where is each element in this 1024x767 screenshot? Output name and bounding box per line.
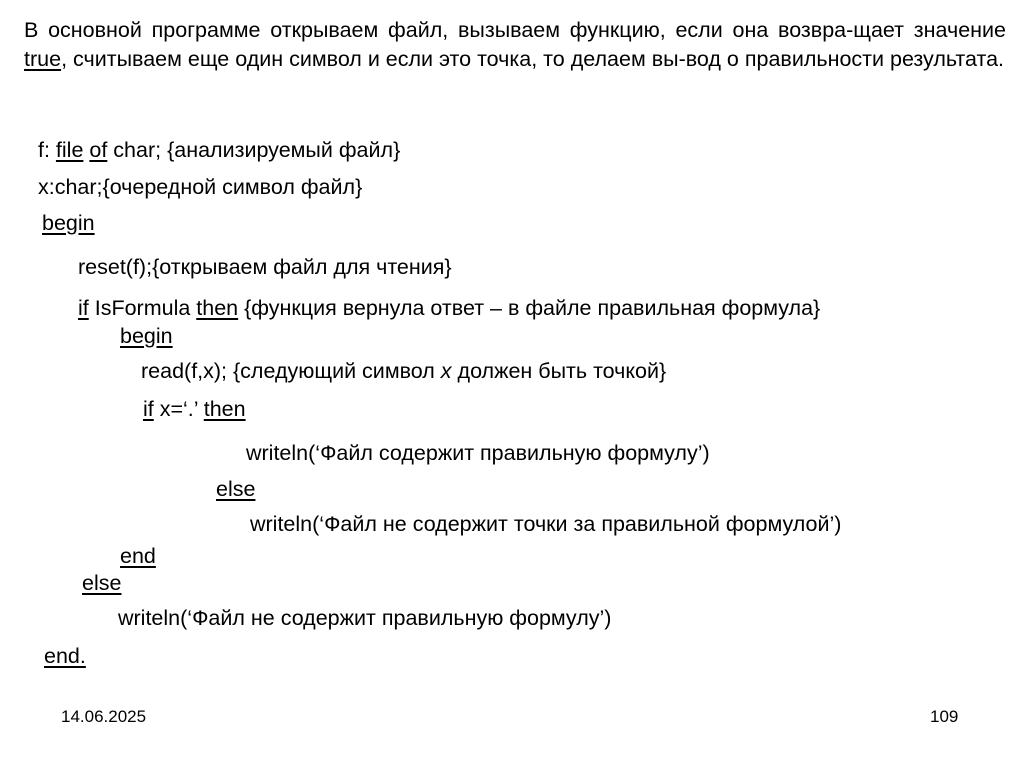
code-line-if-dot (143, 396, 246, 422)
code-line-if-isformula (78, 295, 820, 321)
keyword-else: else (82, 571, 122, 595)
code-text: f: (38, 138, 56, 162)
code-text: reset(f);{открываем файл для чтения} (78, 255, 452, 279)
intro-text-part1: В основной программе открываем файл, вызываем функцию, если она возвра-щает значение (24, 18, 1006, 42)
code-line-char-decl (38, 174, 362, 200)
page-number: 109 (930, 707, 959, 726)
keyword-then: then (203, 397, 246, 421)
code-line-reset (78, 254, 452, 280)
keyword-end: end. (44, 644, 86, 668)
code-line-inner-begin (120, 323, 173, 349)
code-line-end-inner (120, 543, 156, 569)
code-text: {функция вернула ответ – в файле правильная формула} (238, 296, 821, 320)
code-text: writeln(‘Файл не содержит правильную формулу’) (118, 606, 612, 630)
keyword-if: if (143, 397, 154, 421)
code-text: x=‘.’ (153, 397, 204, 421)
keyword-else: else (216, 477, 256, 501)
intro-text-part2: , считываем еще один символ и если это точка, то делаем вы-вод о правильности результата. (61, 47, 1005, 71)
code-text: IsFormula (88, 296, 197, 320)
code-line-else-inner (216, 476, 255, 502)
code-line-end-program (44, 643, 86, 669)
keyword-file: file (55, 138, 84, 162)
code-line-writeln-bad (118, 605, 611, 631)
code-line-begin (42, 210, 95, 236)
keyword-if: if (78, 296, 89, 320)
keyword-of: of (89, 138, 108, 162)
keyword-then: then (196, 296, 239, 320)
code-text: writeln(‘Файл не содержит точки за правильной формулой’) (250, 512, 842, 536)
keyword-true: true (24, 47, 62, 71)
code-text: должен быть точкой} (451, 359, 667, 383)
code-line-file-decl (38, 137, 400, 163)
code-line-read (141, 358, 666, 384)
keyword-begin: begin (42, 211, 95, 235)
code-text: read(f,x); {следующий символ (141, 359, 441, 383)
code-text: char; {анализируемый файл} (107, 138, 401, 162)
code-text: x:char;{очередной символ файл} (38, 175, 363, 199)
keyword-end: end (120, 544, 156, 568)
code-text: writeln(‘Файл содержит правильную формулу’) (246, 441, 710, 465)
footer-date: 14.06.2025 (61, 707, 147, 726)
code-line-writeln-no-dot (250, 511, 841, 537)
code-line-else-outer (82, 570, 121, 596)
keyword-begin: begin (120, 324, 173, 348)
intro-paragraph (24, 16, 1006, 74)
code-line-writeln-ok (246, 440, 710, 466)
variable-x: x (440, 359, 452, 383)
